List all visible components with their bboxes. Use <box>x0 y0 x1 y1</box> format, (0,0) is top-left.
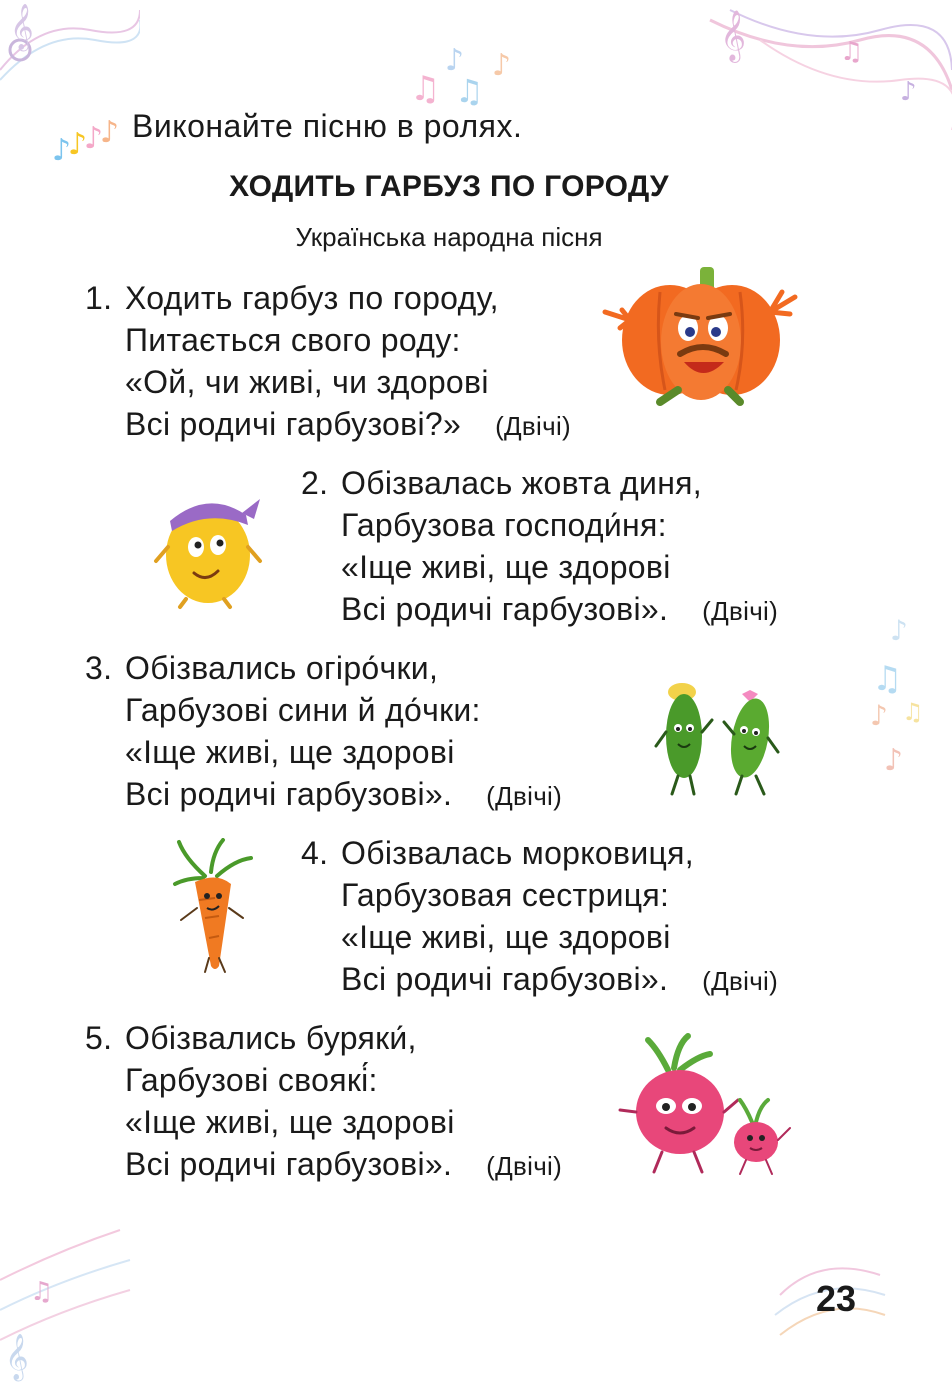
verse-line-last <box>341 958 778 1002</box>
verse-line: «Іще живі, ще здорові <box>341 549 671 585</box>
verse-number: 5. <box>85 1020 113 1056</box>
music-swirl-top-left-icon <box>0 0 140 90</box>
verse-line: Ходить гарбуз по городу, <box>125 280 499 316</box>
verse-line: Обізвалась жовта диня, <box>341 465 702 501</box>
verse-line: Обізвались буряки́, <box>125 1020 417 1056</box>
svg-text:♫: ♫ <box>410 69 441 109</box>
verse-line-text: Всі родичі гарбузові». <box>125 1146 453 1182</box>
carrot-character-image <box>165 838 265 978</box>
svg-text:♫: ♫ <box>872 659 903 699</box>
verse-line: «Іще живі, ще здорові <box>125 734 455 770</box>
verse-5 <box>85 1017 563 1187</box>
verse-number: 4. <box>301 835 329 871</box>
melon-character-image <box>150 485 270 610</box>
verse-line: «Ой, чи живі, чи здорові <box>125 364 489 400</box>
verse-line: Питається свого роду: <box>125 322 461 358</box>
verse-number: 2. <box>301 465 329 501</box>
music-notes-right-icon <box>862 610 932 780</box>
verse-3 <box>85 647 563 817</box>
verse-2 <box>301 462 779 632</box>
music-notes-top-icon <box>400 30 530 110</box>
verse-line-text: Всі родичі гарбузові». <box>341 961 669 997</box>
instruction-text: Виконайте пісню в ролях. <box>132 108 523 144</box>
svg-text:♪: ♪ <box>890 614 908 647</box>
verse-line-text: Всі родичі гарбузові?» <box>125 406 462 442</box>
sing-notes-icon <box>52 112 122 168</box>
svg-text:♪: ♪ <box>84 121 104 156</box>
beets-character-image <box>618 1030 798 1180</box>
svg-text:𝄞: 𝄞 <box>10 4 34 50</box>
verse-line: Обізвались огіро́чки, <box>125 650 439 686</box>
svg-text:♪: ♪ <box>445 43 465 78</box>
verse-line-text: Всі родичі гарбузові». <box>125 776 453 812</box>
svg-text:♪: ♪ <box>884 743 904 778</box>
verse-number: 3. <box>85 650 113 686</box>
verse-line-text: Всі родичі гарбузові». <box>341 591 669 627</box>
svg-text:♫: ♫ <box>902 698 924 726</box>
page-number: 23 <box>815 1278 856 1319</box>
song-subtitle: Українська народна пісня <box>295 222 603 252</box>
svg-text:♪: ♪ <box>870 699 888 732</box>
verse-line: Обізвалась морковиця, <box>341 835 694 871</box>
svg-text:♪: ♪ <box>100 115 120 150</box>
repeat-label: (Двічі) <box>702 966 779 996</box>
song-title: ХОДИТЬ ГАРБУЗ ПО ГОРОДУ <box>229 170 669 203</box>
verse-line: Гарбузова господи́ня: <box>341 507 667 543</box>
verse-line: «Іще живі, ще здорові <box>341 919 671 955</box>
repeat-label: (Двічі) <box>486 1151 563 1181</box>
verse-1 <box>85 277 571 447</box>
svg-text:𝄞: 𝄞 <box>720 10 747 61</box>
svg-text:♫: ♫ <box>455 72 484 110</box>
verse-line: «Іще живі, ще здорові <box>125 1104 455 1140</box>
svg-text:♪: ♪ <box>68 127 88 162</box>
svg-text:♫: ♫ <box>840 37 864 67</box>
repeat-label: (Двічі) <box>495 411 571 441</box>
pumpkin-character-image <box>600 262 800 414</box>
svg-text:𝄞: 𝄞 <box>5 1334 29 1380</box>
svg-text:♫: ♫ <box>30 1277 54 1307</box>
verse-line: Гарбузові сини й до́чки: <box>125 692 481 728</box>
music-swirl-bottom-left-icon <box>0 1220 140 1394</box>
music-swirl-top-right-icon <box>700 0 952 140</box>
repeat-label: (Двічі) <box>702 596 779 626</box>
verse-number: 1. <box>85 280 113 316</box>
svg-text:♪: ♪ <box>52 133 72 168</box>
verse-line-last <box>341 588 778 632</box>
svg-text:♪: ♪ <box>492 48 512 83</box>
verse-4 <box>301 832 779 1002</box>
verse-line-last <box>125 403 571 447</box>
verse-line-last <box>125 1143 562 1187</box>
verse-line: Гарбузовая сестриця: <box>341 877 670 913</box>
cucumbers-character-image <box>650 672 790 800</box>
verse-line-last <box>125 773 562 817</box>
repeat-label: (Двічі) <box>486 781 563 811</box>
svg-text:♪: ♪ <box>900 77 917 107</box>
verse-line: Гарбузові своякі́: <box>125 1062 378 1098</box>
